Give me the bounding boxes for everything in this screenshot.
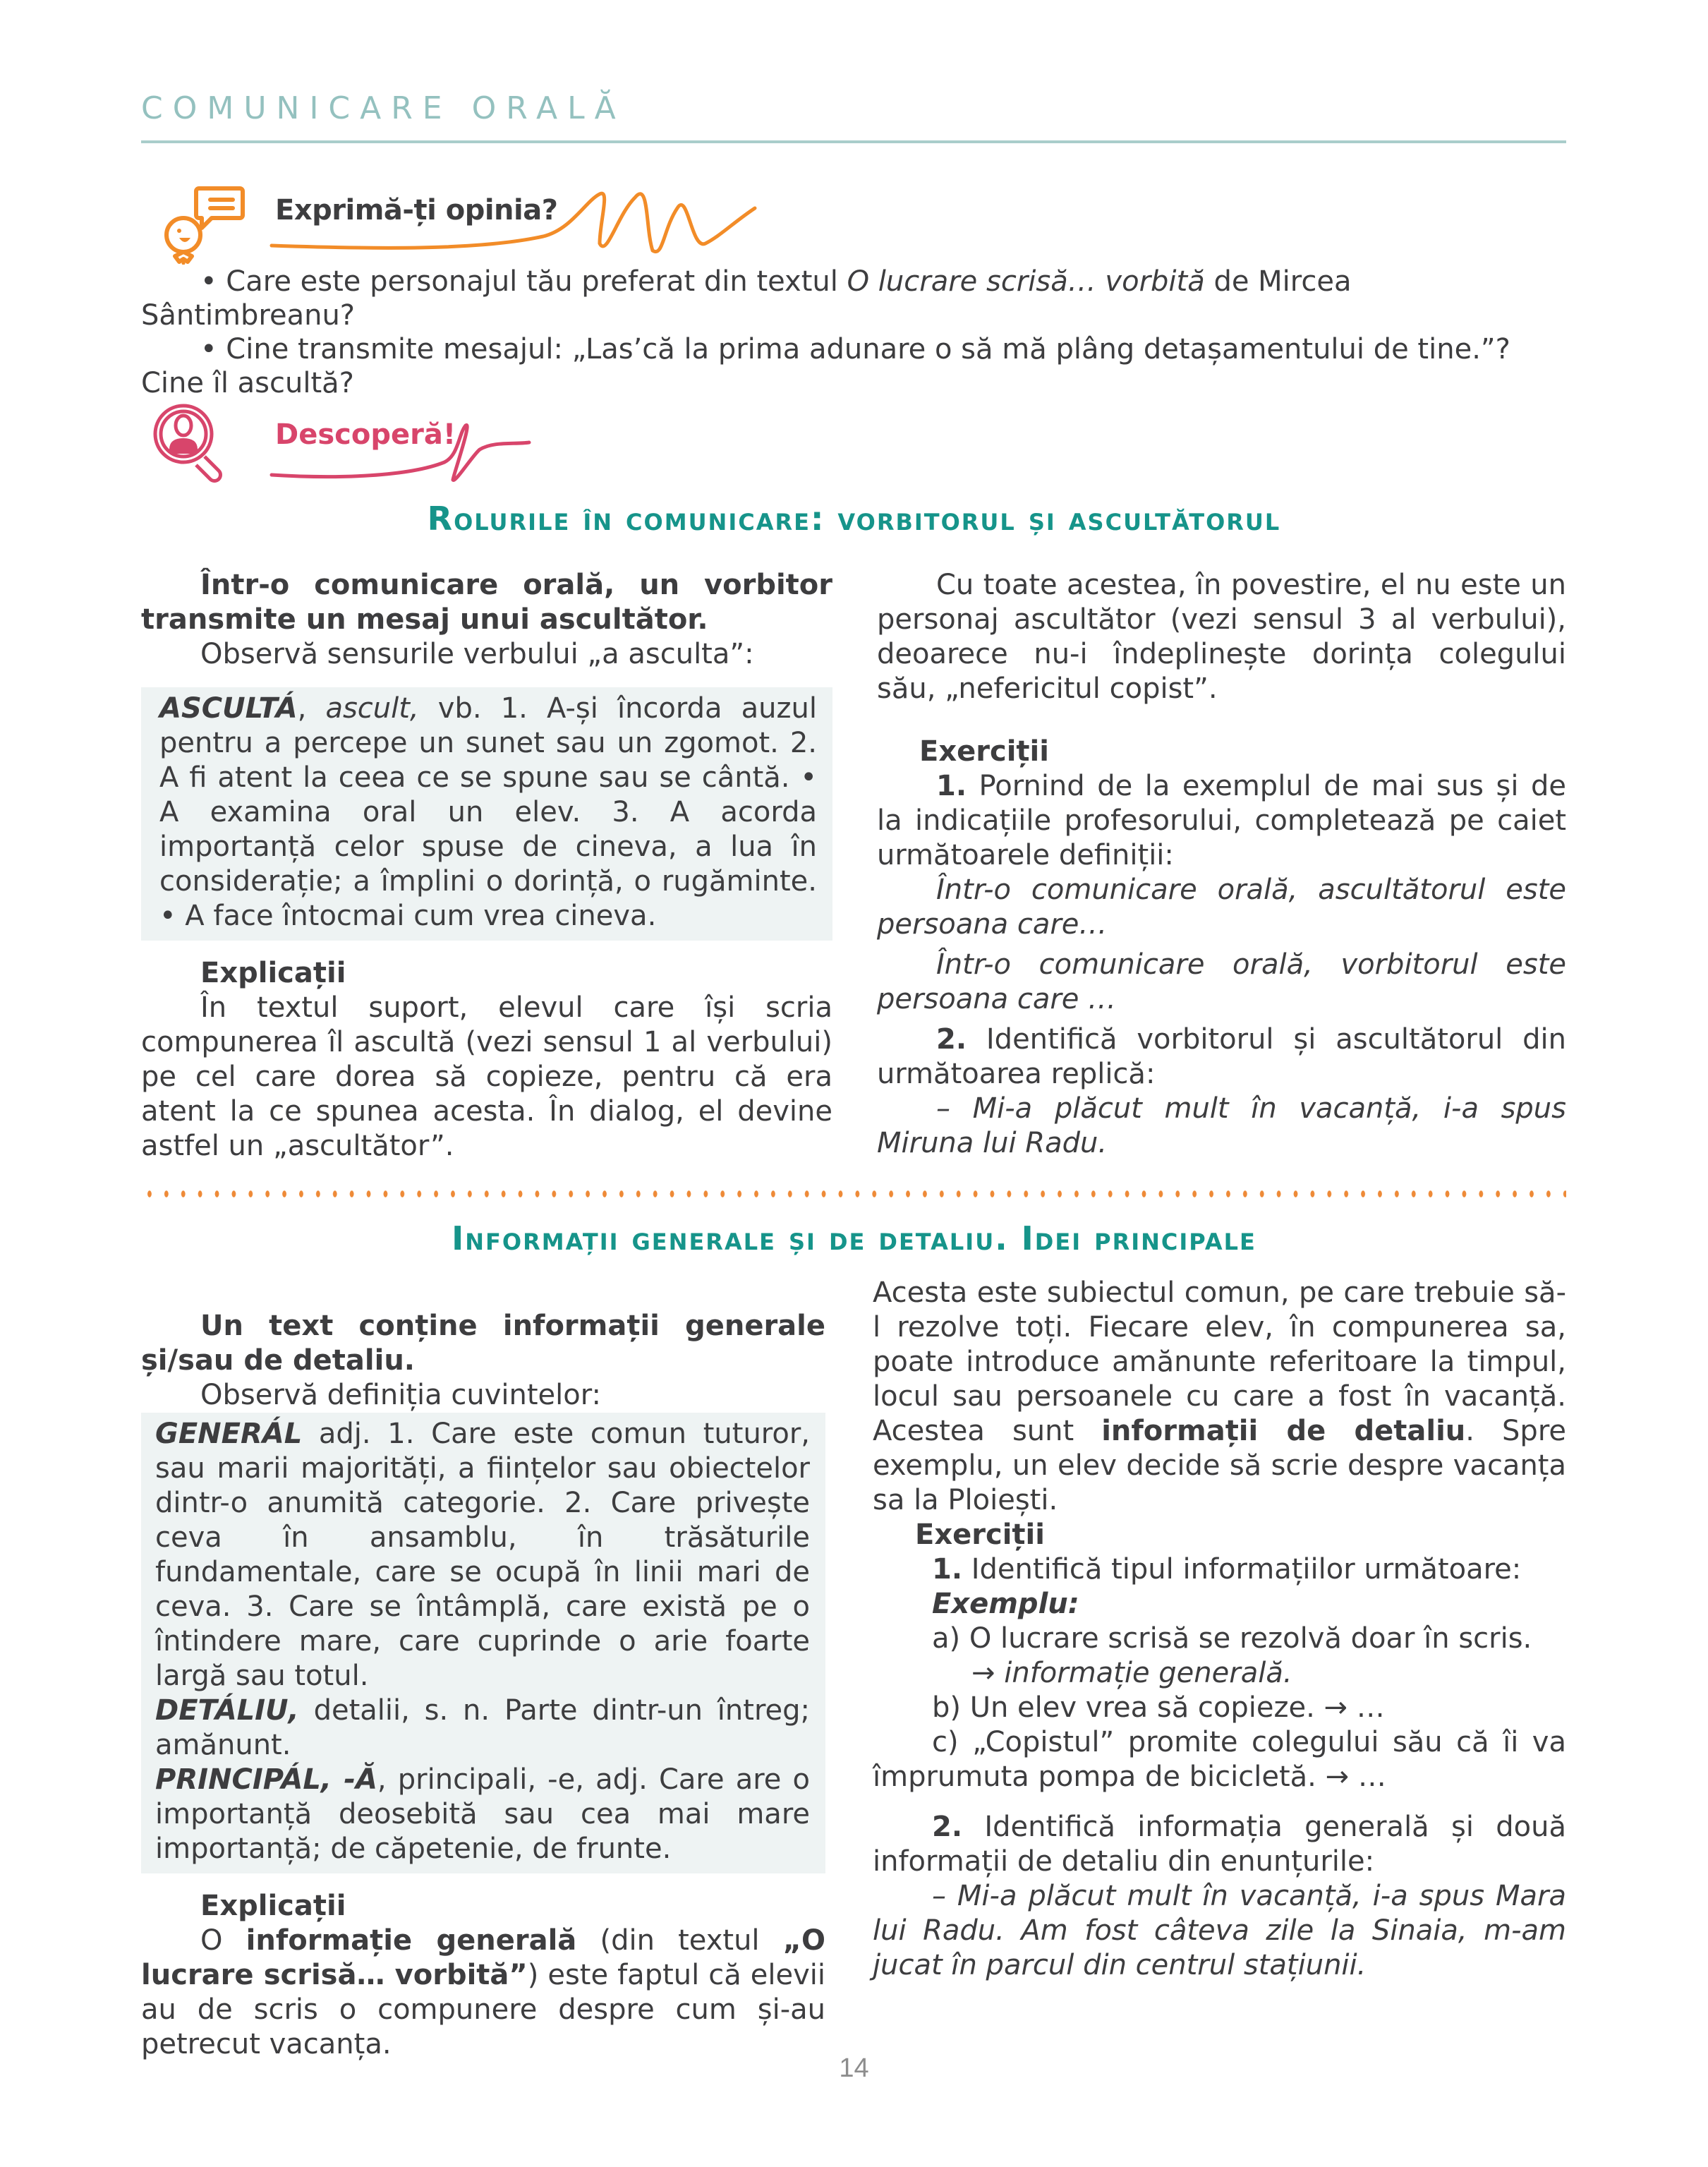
opinion-questions bbox=[141, 265, 1566, 400]
explanations-text: O informație generală (din textul „O lucrare scrisă… vorbită”) este faptul că elevii au de scris o compunere despre cum și-au petrecut vacanța. bbox=[141, 1924, 826, 2060]
exercise-2: 2. Identifică informația generală și două informații de detaliu din enunțurile: bbox=[873, 1811, 1566, 1878]
explanations-heading: Explicații bbox=[200, 957, 346, 989]
exercise-item-b: b) Un elev vrea să copieze. → … bbox=[932, 1691, 1385, 1724]
orange-squiggle-decoration bbox=[268, 180, 790, 261]
exercise-item-c: c) „Copistul” promite colegului său că îi va împrumuta pompa de bicicletă. → … bbox=[873, 1726, 1566, 1793]
definition-asculta: ASCULTÁ, ascult, vb. 1. A-și încorda auzul pentru a percepe un sunet sau un zgomot. 2. A fi atent la ceea ce se spune sau se cântă. • A examina oral un elev. 3. A acorda importanță celor spuse de cineva, a lua în considerație; a împlini o dorință, o rugăminte. • A face întocmai cum vrea cineva. bbox=[159, 692, 817, 932]
context-text: Acesta este subiectul comun, pe care trebuie să-l rezolve toți. Fiecare elev, în compunerea sa, poate introduce amănunte referitoare la timpul, locul sau persoanele cu care a fost în vacanță. Acestea sunt informații de detaliu. Spre exemplu, un elev decide să scrie despre vacanța sa la Ploiești. bbox=[873, 1276, 1566, 1516]
definition-principal: PRINCIPÁL, -Ă, principali, -e, adj. Care are o importanță deosebită sau cea mai mare importanță; de căpetenie, de frunte. bbox=[155, 1763, 810, 1865]
exercise-1: 1. Pornind de la exemplul de mai sus și de la indicațiile profesorului, completează pe caiet următoarele definiții: bbox=[877, 770, 1566, 871]
observe-instruction: Observă sensurile verbului „a asculta”: bbox=[200, 638, 754, 670]
exercise-item-a-answer: → informație generală. bbox=[971, 1657, 1292, 1689]
definition-general: GENERÁL adj. 1. Care este comun tuturor, sau marii majorități, a ființelor sau obiectelor dintr-o anumită categorie. 2. Care privește ceva în ansamblu, în trăsăturile fundamentale, care se ocupă în linii mari de ceva. 3. Care se întâmplă, care există pe o întindere mare, care cuprinde o arie foarte largă sau totul. bbox=[155, 1418, 810, 1692]
example-label: Exemplu: bbox=[932, 1588, 1079, 1620]
definition-detaliu: DETÁLIU, detalii, s. n. Parte dintr-un întreg; amănunt. bbox=[155, 1694, 810, 1761]
section1-right-column bbox=[877, 568, 1566, 1161]
discover-label: Descoperă! bbox=[275, 418, 456, 451]
header-rule bbox=[141, 140, 1566, 143]
definition-box-asculta bbox=[141, 687, 832, 941]
explanations-heading: Explicații bbox=[200, 1890, 346, 1922]
question-item: • Cine transmite mesajul: „Las’că la prima adunare o să mă plâng detașamentului de tine.”? Cine îl ascultă? bbox=[141, 333, 1510, 399]
context-text: Cu toate acestea, în povestire, el nu este un personaj ascultător (vezi sensul 3 al verbului), deoarece nu-i îndeplinește dorința colegului său, „nefericitul copist”. bbox=[877, 569, 1566, 705]
explanations-text: În textul suport, elevul care își scria compunerea îl ascultă (vezi sensul 1 al verbului) pe cel care dorea să copieze, pentru că era atent la ce spunea acesta. În dialog, el devine astfel un „ascultător”. bbox=[141, 991, 832, 1162]
section2-right-column bbox=[873, 1276, 1566, 1983]
section2-left-column bbox=[141, 1309, 825, 2062]
intro-statement: Într-o comunicare orală, un vorbitor transmite un mesaj unui ascultător. bbox=[141, 569, 832, 636]
running-header: COMUNICARE ORALĂ bbox=[141, 90, 626, 126]
exercise-1-definition-speaker: Într-o comunicare orală, vorbitorul este persoana care … bbox=[877, 948, 1566, 1015]
exercise-1-definition-listener: Într-o comunicare orală, ascultătorul este persoana care… bbox=[877, 874, 1566, 941]
exercises-heading: Exerciții bbox=[915, 1519, 1045, 1551]
section-title-roles: Rolurile în comunicare: vorbitorul și ascultătorul bbox=[427, 500, 1281, 538]
speaking-person-icon bbox=[148, 173, 247, 265]
pink-squiggle-decoration bbox=[268, 406, 536, 483]
dotted-divider bbox=[141, 1190, 1566, 1197]
exercise-1: 1. Identifică tipul informațiilor următoare: bbox=[932, 1553, 1522, 1586]
exercises-heading: Exerciții bbox=[919, 735, 1049, 768]
definition-box-words bbox=[141, 1413, 825, 1873]
exercise-2-quote: – Mi-a plăcut mult în vacanță, i-a spus Mara lui Radu. Am fost câteva zile la Sinaia, m-am jucat în parcul din centrul stațiunii. bbox=[873, 1880, 1566, 1981]
magnifier-person-icon bbox=[148, 399, 233, 483]
question-item: • Care este personajul tău preferat din textul O lucrare scrisă… vorbită de Mircea Sântimbreanu? bbox=[141, 265, 1352, 332]
exercise-2-quote: – Mi-a plăcut mult în vacanță, i-a spus Miruna lui Radu. bbox=[877, 1092, 1566, 1159]
opinion-label: Exprimă-ți opinia? bbox=[275, 194, 558, 227]
page-number: 14 bbox=[839, 2053, 869, 2083]
discover-badge bbox=[148, 392, 543, 483]
opinion-badge bbox=[148, 173, 783, 265]
observe-instruction: Observă definiția cuvintelor: bbox=[200, 1379, 601, 1411]
intro-statement: Un text conține informații generale și/sau de detaliu. bbox=[141, 1310, 825, 1377]
exercise-2: 2. Identifică vorbitorul și ascultătorul din următoarea replică: bbox=[877, 1023, 1566, 1090]
section-title-information: Informații generale și de detaliu. Idei principale bbox=[452, 1219, 1256, 1257]
section1-left-column bbox=[141, 568, 832, 1164]
exercise-item-a: a) O lucrare scrisă se rezolvă doar în scris. bbox=[932, 1622, 1532, 1655]
